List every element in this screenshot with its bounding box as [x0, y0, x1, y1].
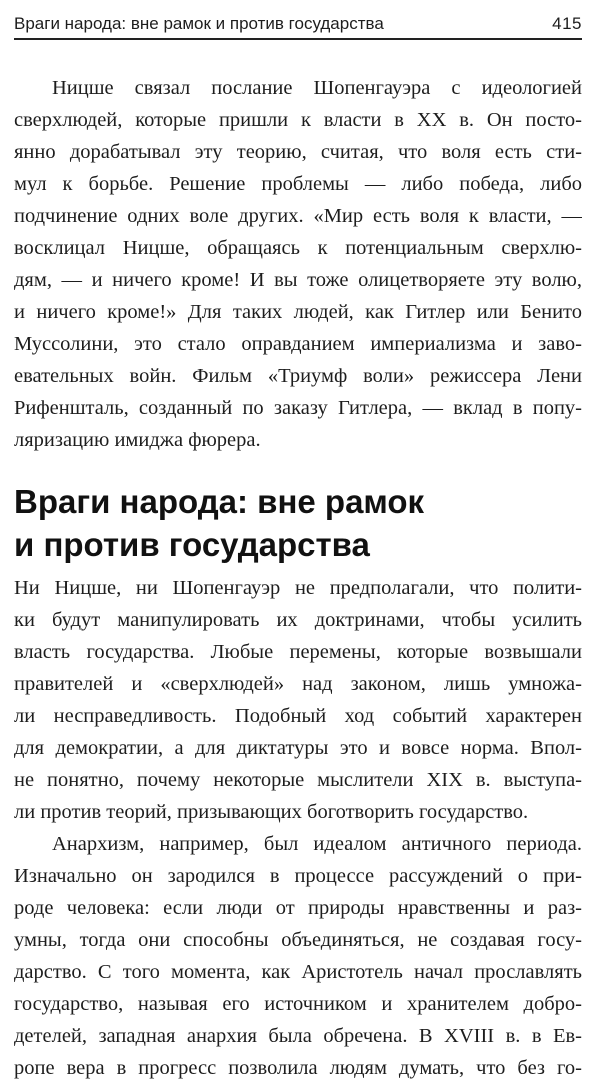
text-line: детелей, западная анархия была обречена. В XVIII в. в Ев- [14, 1025, 582, 1047]
page-number: 415 [552, 14, 582, 33]
section-heading-line-2: и против государства [14, 526, 370, 563]
paragraph-1 [14, 72, 582, 456]
text-line: сверхлюдей, которые пришли к власти в XX в. Он посто- [14, 109, 582, 131]
text-line: Ницше связал послание Шопенгауэра с идеологией [52, 77, 582, 99]
text-line: дарство. С того момента, как Аристотель начал прославлять [14, 961, 582, 983]
text-line: Муссолини, это стало оправданием империализма и заво- [14, 333, 582, 355]
text-line: евательных войн. Фильм «Триумф воли» режиссера Лени [14, 365, 582, 387]
text-line: дям, — и ничего кроме! И вы тоже олицетворяете эту волю, [14, 269, 582, 291]
running-title: Враги народа: вне рамок и против государства [14, 14, 384, 33]
text-line: ли против теорий, призывающих боготворить государство. [14, 801, 529, 823]
text-line: власть государства. Любые перемены, которые возвышали [14, 641, 582, 663]
text-line: ки будут манипулировать их доктринами, чтобы усилить [14, 609, 582, 631]
text-line: Изначально он зародился в процессе рассуждений о при- [14, 865, 582, 887]
running-header [14, 6, 582, 40]
text-line: восклицал Ницше, обращаясь к потенциальным сверхлю- [14, 237, 582, 259]
text-line: Ни Ницше, ни Шопенгауэр не предполагали, что полити- [14, 577, 582, 599]
text-line: и ничего кроме!» Для таких людей, как Гитлер или Бенито [14, 301, 582, 323]
text-line: Рифеншталь, созданный по заказу Гитлера, — вклад в попу- [14, 397, 582, 419]
text-line: правителей и «сверхлюдей» над законом, лишь умножа- [14, 673, 582, 695]
text-line: ропе вера в прогресс позволила людям думать, что без го- [14, 1057, 582, 1079]
text-line: не понятно, почему некоторые мыслители XIX в. выступа- [14, 769, 582, 791]
text-line: государство, называя его источником и хранителем добро- [14, 993, 582, 1015]
text-line: подчинение одних воле других. «Мир есть воля к власти, — [14, 205, 582, 227]
section-heading-line-1: Враги народа: вне рамок [14, 483, 425, 520]
text-line: мул к борьбе. Решение проблемы — либо победа, либо [14, 173, 582, 195]
text-line: янно дорабатывал эту теорию, считая, что воля есть сти- [14, 141, 582, 163]
paragraph-2 [14, 572, 582, 828]
text-line: ли несправедливость. Подобный ход событий характерен [14, 705, 582, 727]
text-line: для демократии, а для диктатуры это и вовсе норма. Впол- [14, 737, 582, 759]
text-line: умны, тогда они способны объединяться, не создавая госу- [14, 929, 582, 951]
text-line: Анархизм, например, был идеалом античного периода. [52, 833, 582, 855]
paragraph-3 [14, 828, 582, 1084]
text-line: роде человека: если люди от природы нравственны и раз- [14, 897, 582, 919]
text-line: ляризацию имиджа фюрера. [14, 429, 261, 451]
section-heading [14, 480, 582, 566]
